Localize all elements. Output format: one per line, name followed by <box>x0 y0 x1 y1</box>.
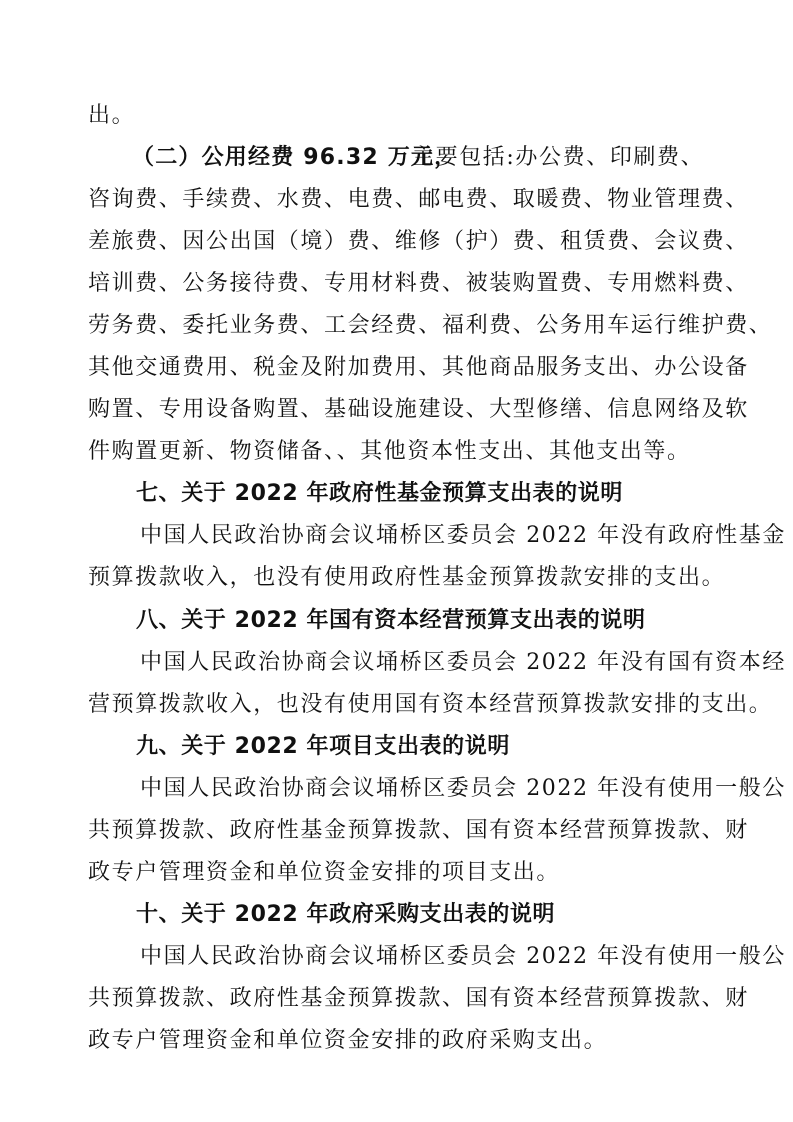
text: 中国人民政治协商会议埇桥区委员会 2022 年没有政府性基金 <box>140 523 786 548</box>
paragraph-line <box>0 1023 793 1059</box>
text: 政专户管理资金和单位资金安排的政府采购支出。 <box>88 1028 608 1053</box>
paragraph-line <box>0 266 793 302</box>
section-7-title: 七、关于 2022 年政府性基金预算支出表的说明 <box>136 481 623 506</box>
text: 主要包括:办公费、印刷费、 <box>412 145 705 170</box>
paragraph-line <box>0 224 793 260</box>
paragraph-line <box>0 939 793 975</box>
section-heading <box>0 603 793 639</box>
section-9-title: 九、关于 2022 年项目支出表的说明 <box>136 734 510 759</box>
paragraph-line <box>0 98 793 134</box>
paragraph-line <box>0 434 793 470</box>
paragraph-line <box>0 140 793 176</box>
text: 件购置更新、物资储备、、其他资本性支出、其他支出等。 <box>88 439 691 464</box>
paragraph-line <box>0 308 793 344</box>
text: 中国人民政治协商会议埇桥区委员会 2022 年没有使用一般公 <box>140 944 786 969</box>
paragraph-line <box>0 182 793 218</box>
text: 购置、专用设备购置、基础设施建设、大型修缮、信息网络及软 <box>88 397 749 422</box>
section-heading <box>0 476 793 512</box>
text: 预算拨款收入，也没有使用政府性基金预算拨款安排的支出。 <box>88 565 726 590</box>
text: 共预算拨款、政府性基金预算拨款、国有资本经营预算拨款、财 <box>88 818 749 843</box>
text: 共预算拨款、政府性基金预算拨款、国有资本经营预算拨款、财 <box>88 986 749 1011</box>
section-8-title: 八、关于 2022 年国有资本经营预算支出表的说明 <box>136 608 646 633</box>
paragraph-line <box>0 771 793 807</box>
text: 其他交通费用、税金及附加费用、其他商品服务支出、办公设备 <box>88 355 749 380</box>
text: 中国人民政治协商会议埇桥区委员会 2022 年没有国有资本经 <box>140 650 786 675</box>
paragraph-line <box>0 981 793 1017</box>
public-expense-heading: （二）公用经费 96.32 万元， <box>132 145 458 170</box>
section-heading <box>0 897 793 933</box>
text: 劳务费、委托业务费、工会经费、福利费、公务用车运行维护费、 <box>88 313 773 338</box>
paragraph-line <box>0 350 793 386</box>
section-10-title: 十、关于 2022 年政府采购支出表的说明 <box>136 902 556 927</box>
text: 政专户管理资金和单位资金安排的项目支出。 <box>88 860 561 885</box>
paragraph-line <box>0 687 793 723</box>
text: 差旅费、因公出国（境）费、维修（护）费、租赁费、会议费、 <box>88 229 749 254</box>
paragraph-line <box>0 645 793 681</box>
paragraph-line <box>0 855 793 891</box>
section-heading <box>0 729 793 765</box>
text: 出。 <box>88 103 136 128</box>
text: 营预算拨款收入，也没有使用国有资本经营预算拨款安排的支出。 <box>88 692 773 717</box>
text: 培训费、公务接待费、专用材料费、被装购置费、专用燃料费、 <box>88 271 749 296</box>
paragraph-line <box>0 813 793 849</box>
text: 中国人民政治协商会议埇桥区委员会 2022 年没有使用一般公 <box>140 776 786 801</box>
text: 咨询费、手续费、水费、电费、邮电费、取暖费、物业管理费、 <box>88 187 749 212</box>
paragraph-line <box>0 518 793 554</box>
paragraph-line <box>0 560 793 596</box>
paragraph-line <box>0 392 793 428</box>
